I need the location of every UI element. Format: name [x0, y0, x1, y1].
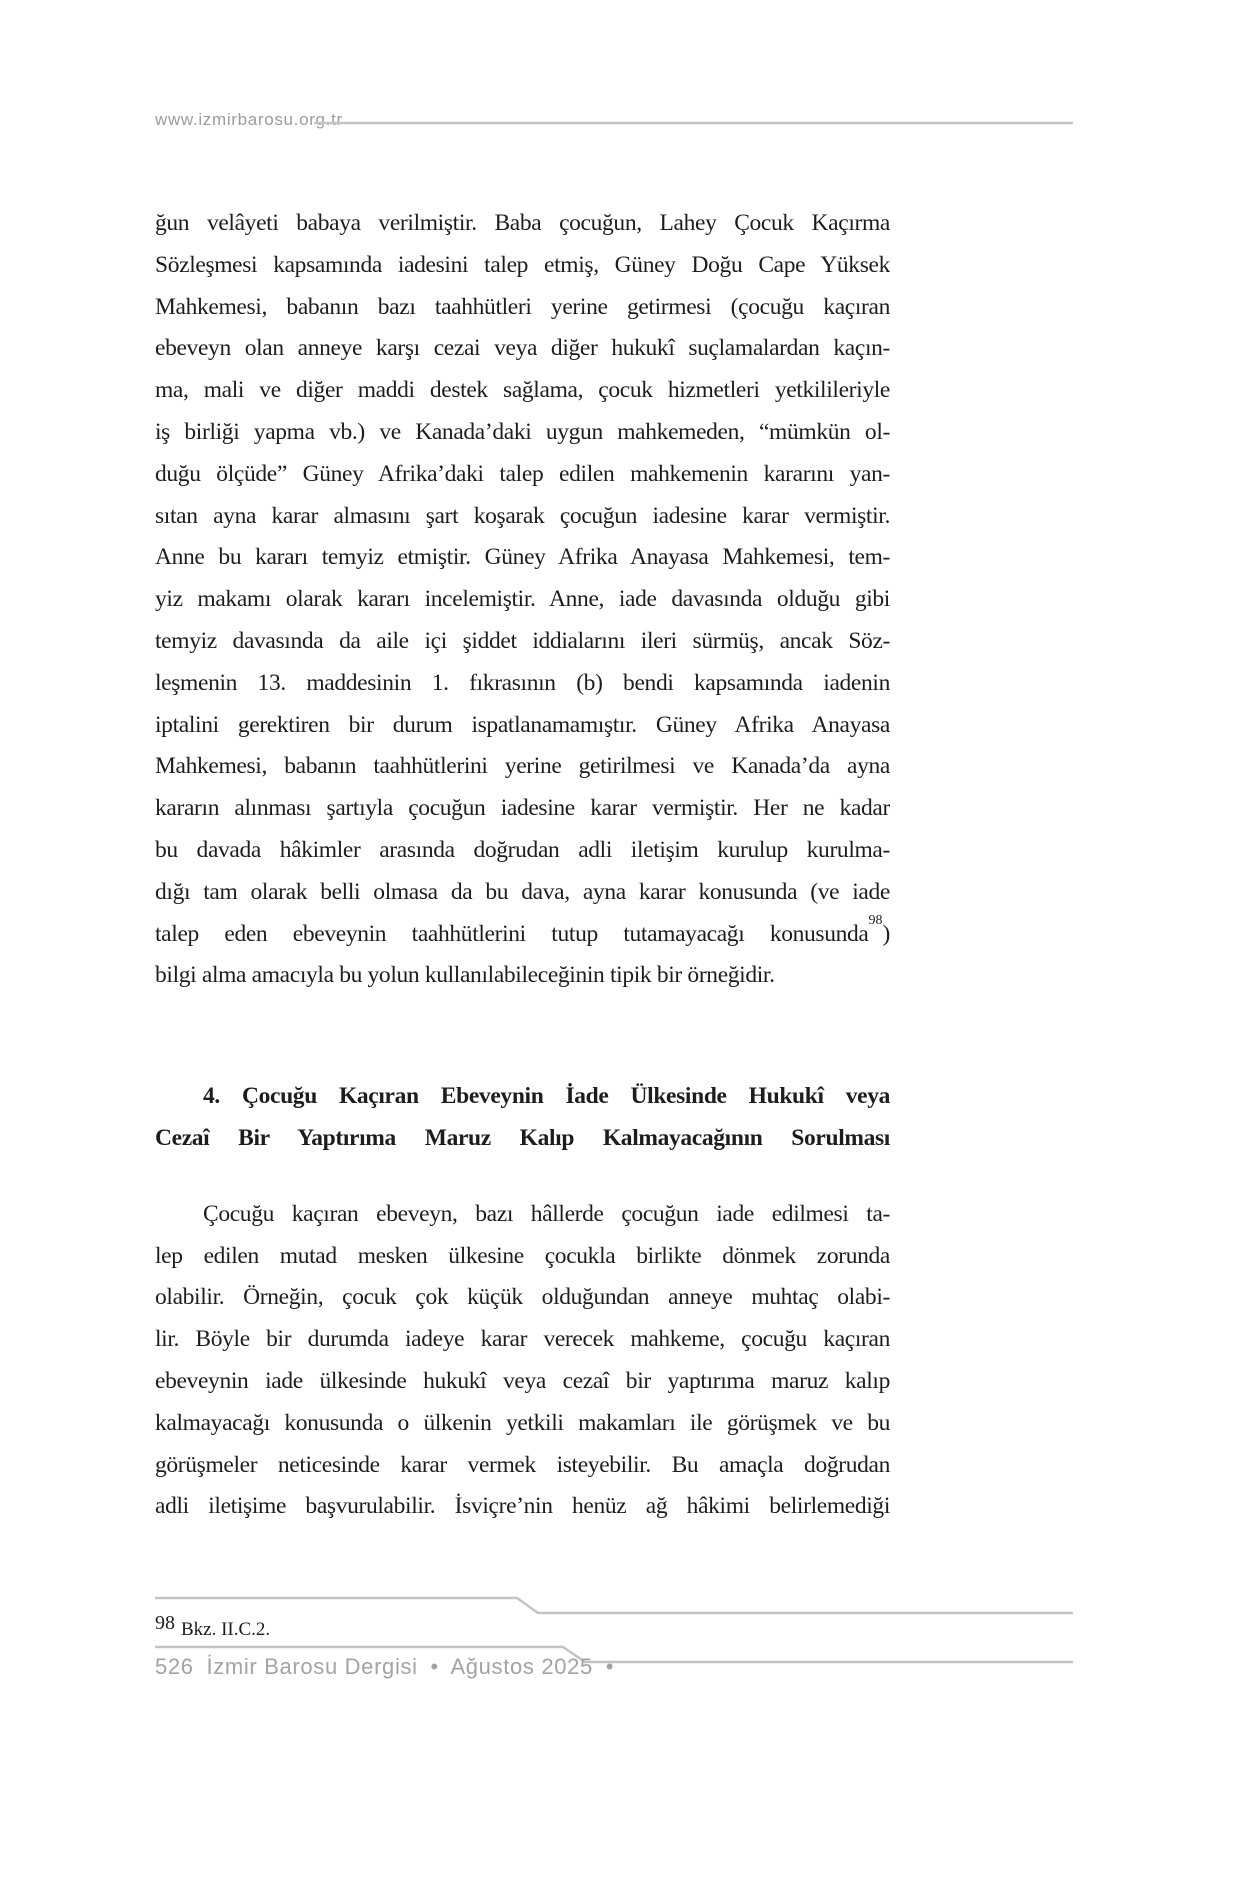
text-line	[155, 914, 890, 956]
text-line: duğu ölçüde” Güney Afrika’daki talep edilen mahkemenin kararını yan-	[155, 460, 890, 487]
text-line: temyiz davasında da aile içi şiddet iddialarını ileri sürmüş, ancak Söz-	[155, 627, 890, 654]
footnote	[155, 1612, 271, 1641]
text-line: iptalini gerektiren bir durum ispatlanamamıştır. Güney Afrika Anayasa	[155, 711, 890, 738]
text-line: adli iletişime başvurulabilir. İsviçre’nin henüz ağ hâkimi belirlemediği	[155, 1493, 890, 1520]
text-line: iş birliği yapma vb.) ve Kanada’daki uygun mahkemeden, “mümkün ol-	[155, 418, 890, 445]
text-line: Sözleşmesi kapsamında iadesini talep etmiş, Güney Doğu Cape Yüksek	[155, 251, 890, 278]
text-line: Mahkemesi, babanın bazı taahhütleri yerine getirmesi (çocuğu kaçıran	[155, 293, 890, 320]
article-text-block	[155, 203, 890, 1528]
paragraph-continuation	[155, 203, 890, 997]
section-heading	[155, 1076, 890, 1160]
page-footer	[155, 1654, 620, 1680]
text-line: lir. Böyle bir durumda iadeye karar verecek mahkeme, çocuğu kaçıran	[155, 1326, 890, 1353]
text-line: dığı tam olarak belli olmasa da bu dava, ayna karar konusunda (ve iade	[155, 878, 890, 905]
footnote-number: 98	[155, 1612, 175, 1634]
footnote-reference: 98	[868, 913, 883, 928]
text-line: Çocuğu kaçıran ebeveyn, bazı hâllerde çocuğun iade edilmesi ta-	[203, 1200, 890, 1227]
text-line: Anne bu kararı temyiz etmiştir. Güney Afrika Anayasa Mahkemesi, tem-	[155, 544, 890, 571]
text-line: görüşmeler neticesinde karar vermek isteyebilir. Bu amaçla doğrudan	[155, 1451, 890, 1478]
text-line: leşmenin 13. maddesinin 1. fıkrasının (b) bendi kapsamında iadenin	[155, 669, 890, 696]
section-heading-line-2: Cezaî Bir Yaptırıma Maruz Kalıp Kalmayacağının Sorulması	[155, 1124, 890, 1151]
footer-bullet: •	[430, 1654, 439, 1679]
text-line: sıtan ayna karar almasını şart koşarak çocuğun iadesine karar vermiştir.	[155, 502, 890, 529]
text-line: kalmayacağı konusunda o ülkenin yetkili makamları ile görüşmek ve bu	[155, 1409, 890, 1436]
paragraph-body	[155, 1194, 890, 1528]
text-line: lep edilen mutad mesken ülkesine çocukla birlikte dönmek zorunda	[155, 1242, 890, 1269]
text-line: kararın alınması şartıyla çocuğun iadesine karar vermiştir. Her ne kadar	[155, 795, 890, 822]
text-line: bilgi alma amacıyla bu yolun kullanılabileceğinin tipik bir örneğidir.	[155, 962, 775, 989]
footer-issue-date: Ağustos 2025	[450, 1654, 593, 1679]
footer-page-number: 526	[155, 1654, 194, 1679]
section-heading-line-1: 4. Çocuğu Kaçıran Ebeveynin İade Ülkesinde Hukukî veya	[203, 1083, 890, 1110]
footer-journal-title: İzmir Barosu Dergisi	[206, 1654, 418, 1679]
text-line: ma, mali ve diğer maddi destek sağlama, çocuk hizmetleri yetkilileriyle	[155, 377, 890, 404]
text-segment: )	[882, 920, 890, 947]
text-line: ebeveyn olan anneye karşı cezai veya diğer hukukî suçlamalardan kaçın-	[155, 335, 890, 362]
footnote-text: Bkz. II.C.2.	[181, 1619, 271, 1640]
text-line: yiz makamı olarak kararı incelemiştir. Anne, iade davasında olduğu gibi	[155, 586, 890, 613]
text-segment: talep eden ebeveynin taahhütlerini tutup tutamayacağı konusunda	[155, 920, 869, 947]
text-line: Mahkemesi, babanın taahhütlerini yerine getirilmesi ve Kanada’da ayna	[155, 753, 890, 780]
text-line: ebeveynin iade ülkesinde hukukî veya cezaî bir yaptırıma maruz kalıp	[155, 1367, 890, 1394]
text-line: ğun velâyeti babaya verilmiştir. Baba çocuğun, Lahey Çocuk Kaçırma	[155, 210, 890, 236]
footnote-separator-line	[155, 1598, 1073, 1613]
header-website-url: www.izmirbarosu.org.tr	[155, 110, 343, 129]
text-line: bu davada hâkimler arasında doğrudan adli iletişim kurulup kurulma-	[155, 836, 890, 863]
text-line: olabilir. Örneğin, çocuk çok küçük olduğundan anneye muhtaç olabi-	[155, 1284, 890, 1311]
footer-trailing-bullet: •	[605, 1654, 615, 1679]
